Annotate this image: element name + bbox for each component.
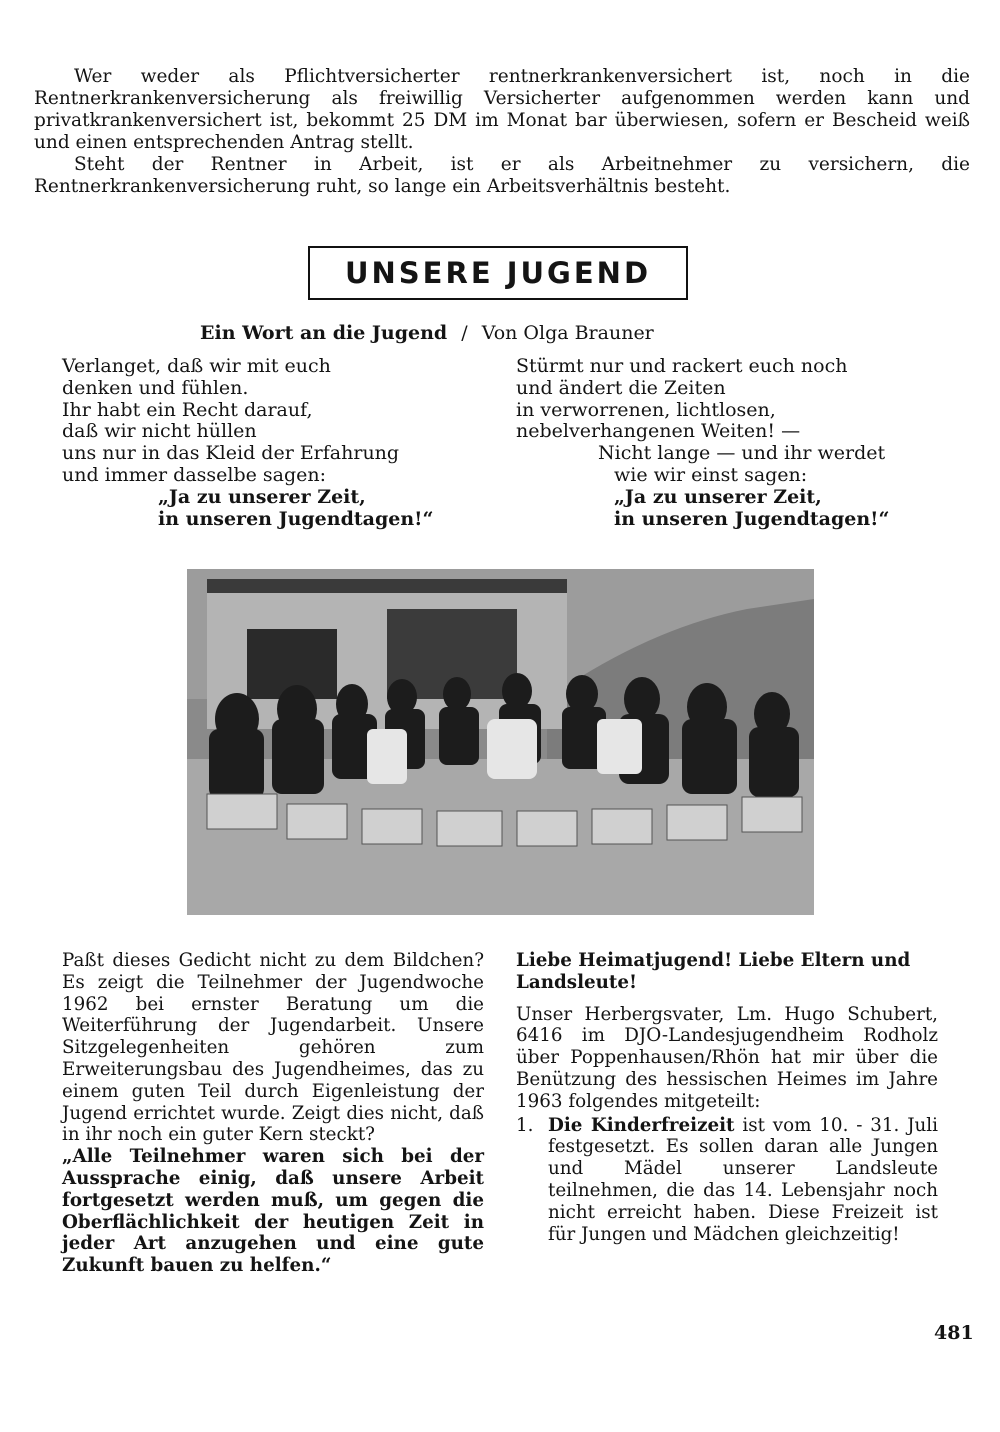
photo-caption-text: Paßt dieses Gedicht nicht zu dem Bildchen? Es zeigt die Teilnehmer der Jugendwoche 1962 bei ernster Beratung um die Weiterführung der Jugendarbeit. Unsere Sitzgelegenheiten gehören zum Erweiterungsbau des Jugendheimes, das zu einem guten Teil durch Eigenleistung der Jugend errichtet wurde. Zeigt dies nicht, daß in ihr noch ein guter Kern steckt? xyxy=(62,950,484,1146)
poem-separator: / xyxy=(461,322,468,344)
intro-paragraph-1: Wer weder als Pflichtversicherter rentnerkrankenversichert ist, noch in die Rentnerkrankenversicherung als freiwillig Versicherter aufgenommen werden kann und privatkrankenversichert ist, bekommt 25 DM im Monat bar überwiesen, sofern er Bescheid weiß und einen entsprechenden Antrag stellt. xyxy=(34,66,970,153)
page-number: 481 xyxy=(934,1322,974,1344)
poem-line: Stürmt nur und rackert euch noch xyxy=(516,355,848,377)
right-column xyxy=(516,950,938,1245)
poem-line: und ändert die Zeiten xyxy=(516,376,726,399)
poem-refrain-line: in unseren Jugendtagen!“ xyxy=(614,507,890,530)
intro-paragraph-2: Steht der Rentner in Arbeit, ist er als Arbeitnehmer zu versichern, die Rentnerkrankenversicherung ruht, so lange ein Arbeitsverhältnis besteht. xyxy=(34,154,970,197)
left-column xyxy=(62,950,484,1277)
list-item-body: ist vom 10. - 31. Juli festgesetzt. Es sollen daran alle Jungen und Mädel unserer Landsleute teilnehmen, die das 14. Lebensjahr noch nicht erreicht haben. Diese Freizeit ist für Jungen und Mädchen gleichzeitig! xyxy=(548,1114,938,1245)
list-item-text xyxy=(548,1115,938,1246)
poem-line: uns nur in das Kleid der Erfahrung xyxy=(62,442,400,465)
greeting: Liebe Heimatjugend! Liebe Eltern und Landsleute! xyxy=(516,950,911,993)
poem-right-stanza xyxy=(516,356,889,530)
poem-refrain-line: in unseren Jugendtagen!“ xyxy=(158,507,434,530)
group-meeting-photo xyxy=(187,569,814,915)
poem-refrain-line: „Ja zu unserer Zeit, xyxy=(158,485,366,508)
poem-line: und immer dasselbe sagen: xyxy=(62,463,327,486)
poem-line: nebelverhangenen Weiten! — xyxy=(516,420,801,443)
list-item xyxy=(516,1115,938,1246)
intro-text xyxy=(34,66,970,198)
poem-line: wie wir einst sagen: xyxy=(614,463,808,486)
poem-line: in verworrenen, lichtlosen, xyxy=(516,398,776,421)
section-heading: UNSERE JUGEND xyxy=(344,256,652,290)
poem-line: denken und fühlen. xyxy=(62,376,249,399)
list-item-number: 1. xyxy=(516,1114,534,1136)
poem-line: Nicht lange — und ihr werdet xyxy=(598,442,886,465)
poem-line: Verlanget, daß wir mit euch xyxy=(62,355,331,377)
photo-illustration xyxy=(187,569,814,915)
list-item-title: Die Kinderfreizeit xyxy=(548,1114,735,1136)
poem-line: Ihr habt ein Recht darauf, xyxy=(62,398,313,421)
quoted-statement: „Alle Teilnehmer waren sich bei der Aussprache einig, daß unsere Arbeit fortgesetzt werden muß, um gegen die Oberflächlichkeit der heutigen Zeit in jeder Art anzugehen und eine gute Zukunft bauen zu helfen.“ xyxy=(62,1146,484,1277)
poem-left-stanza xyxy=(62,356,433,530)
poem-title-line xyxy=(200,322,760,344)
poem-refrain-line: „Ja zu unserer Zeit, xyxy=(614,485,822,508)
poem-title: Ein Wort an die Jugend xyxy=(200,322,448,344)
poem-author: Von Olga Brauner xyxy=(481,322,654,344)
poem-line: daß wir nicht hüllen xyxy=(62,420,257,443)
letter-paragraph: Unser Herbergsvater, Lm. Hugo Schubert, 6416 im DJO-Landesjugendheim Rodholz über Poppenhausen/Rhön hat mir über die Benützung des hessischen Heimes im Jahre 1963 folgendes mitgeteilt: xyxy=(516,1003,938,1112)
section-heading-box xyxy=(308,246,688,300)
